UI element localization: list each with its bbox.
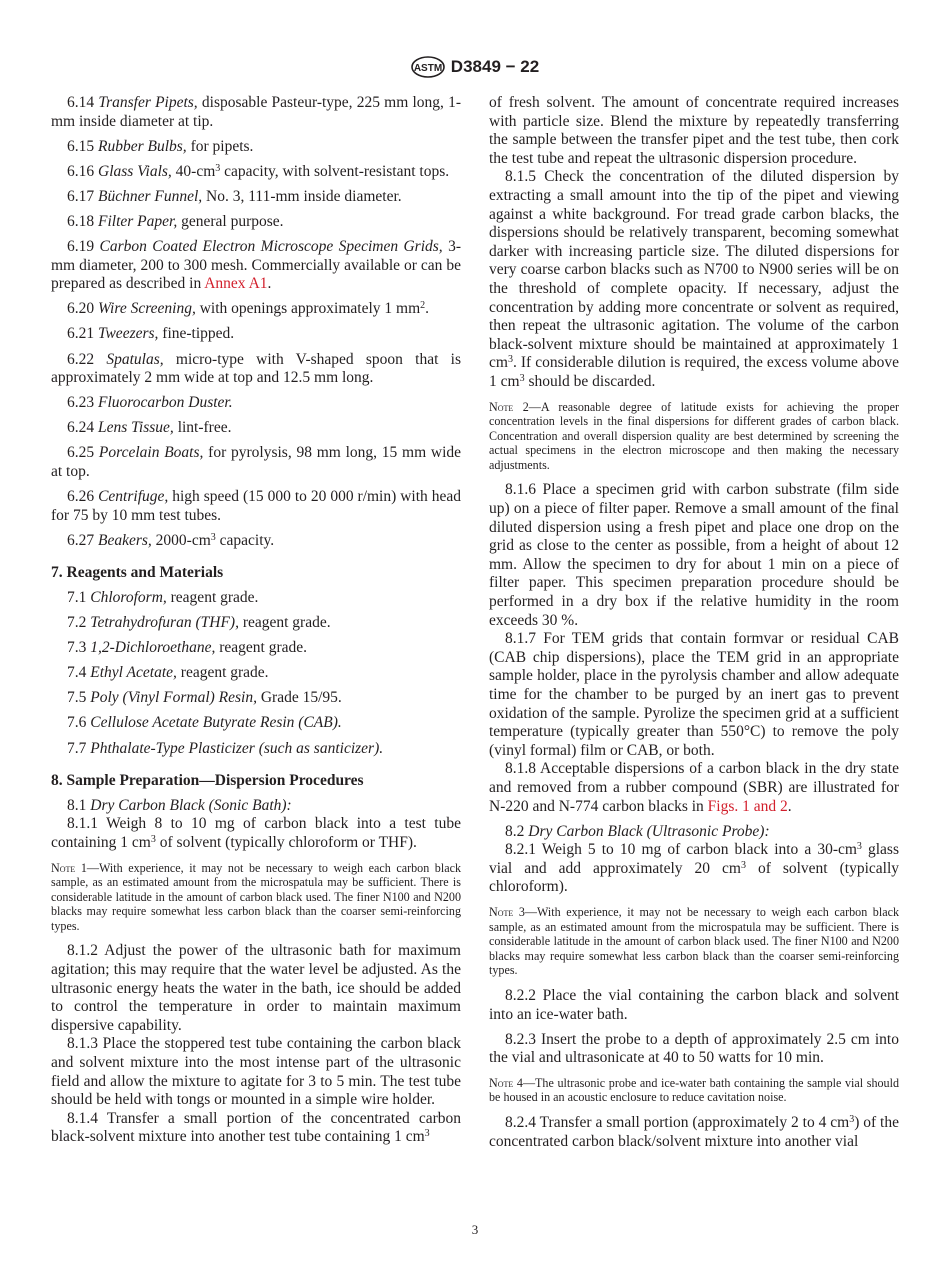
para-7-1: 7.1 Chloroform, reagent grade.	[67, 588, 259, 606]
para-7-3: 7.3 1,2-Dichloroethane, reagent grade.	[67, 639, 308, 657]
annex-a1-link[interactable]: Annex A1	[204, 275, 268, 293]
para-6-24: 6.24 Lens Tissue, lint-free.	[67, 419, 232, 437]
para-7-4: 7.4 Ethyl Acetate, reagent grade.	[67, 664, 269, 682]
para-6-22: 6.22 Spatulas, micro-type with V-shaped spoon that is approximately 2 mm wide at top and 12.5 mm long.	[51, 350, 461, 387]
para-6-17: 6.17 Büchner Funnel, No. 3, 111-mm inside diameter.	[67, 187, 402, 205]
para-8-2: 8.2 Dry Carbon Black (Ultrasonic Probe):	[505, 822, 770, 840]
para-8-1-3: 8.1.3 Place the stoppered test tube containing the carbon black and solvent mixture into the most intense part of the ultrasonic field and allow the mixture to agitate for 3 to 5 min. The test tube should be held with tongs or mounted in a simple wire holder.	[51, 1035, 461, 1109]
para-7-6: 7.6 Cellulose Acetate Butyrate Resin (CAB).	[67, 714, 342, 732]
note-1: Note 1—With experience, it may not be necessary to weigh each carbon black sample, as an estimated amount from the microspatula may be sufficient. There is considerable latitude in the amount of carbon black used. The finer N100 and N200 blacks may require somewhat less carbon black than the coarser semi-reinforcing types.	[51, 860, 461, 933]
note-3: Note 3—With experience, it may not be necessary to weigh each carbon black sample, as an estimated amount from the microspatula may be sufficient. There is considerable latitude in the amount of carbon black used. The finer N100 and N200 blacks may require somewhat less carbon black than the coarser semi-reinforcing types.	[489, 905, 899, 978]
para-8-2-1: 8.2.1 Weigh 5 to 10 mg of carbon black into a $30-cm^3$ glass vial and add approximately 20 $cm^3$ of solvent (typically chloroform).	[489, 841, 900, 896]
para-7-7: 7.7 Phthalate-Type Plasticizer (such as santicizer).	[67, 739, 384, 757]
page-header	[0, 56, 950, 78]
para-8-1-8: 8.1.8 Acceptable dispersions of a carbon black in the dry state and removed from a rubber compound (SBR) are illustrated for N-220 and N-774 carbon blacks in Figs. 1 and 2.	[489, 760, 899, 815]
para-6-19: 6.19 Carbon Coated Electron Microscope Specimen Grids, 3-mm diameter, 200 to 300 mesh. Commercially available or can be prepared as described in Annex A1.	[51, 238, 461, 293]
para-8-1-5: 8.1.5 Check the concentration of the diluted dispersion by extracting a small amount into the tip of the pipet and viewing against a white background. For tread grade carbon blacks, the dispersions should be relatively transparent, becoming somewhat darker with increasing particle size. The diluted dispersions for very coarse carbon blacks such as N700 to N900 series will be on the threshold of complete opacity. If necessary, adjust the concentration by adding more concentrate or solvent as required, then repeat the ultrasonic agitation. The volume of the carbon black-solvent mixture should be maintained at approximately 1 $cm^3$. If considerable dilution is required, the excess volume above 1 $cm^3$ should be discarded.	[489, 168, 899, 390]
left-column	[51, 94, 461, 1147]
para-8-1-2: 8.1.2 Adjust the power of the ultrasonic bath for maximum agitation; this may require that the water level be adjusted. As the ultrasonic energy heats the water in the bath, ice should be added to control the temperature in order to maintain maximum dispersive capability.	[51, 942, 461, 1034]
note-4: Note 4—The ultrasonic probe and ice-water bath containing the sample vial should be housed in an acoustic enclosure to reduce cavitation noise.	[489, 1075, 899, 1105]
para-8-1-7: 8.1.7 For TEM grids that contain formvar or residual CAB (CAB chip dispersions), place the TEM grid in an appropriate sample holder, place in the pyrolysis chamber and allow adequate time for the chamber to be purged by an inert gas to prevent oxidation of the sample. Pyrolize the specimen grid at a sufficient temperature (typically greater than 550°C) to remove the poly (vinyl formal) film or CAB, or both.	[489, 630, 899, 759]
para-6-25: 6.25 Porcelain Boats, for pyrolysis, 98 mm long, 15 mm wide at top.	[51, 444, 462, 480]
para-6-26: 6.26 Centrifuge, high speed (15 000 to 20 000 r/min) with head for 75 by 10 mm test tubes.	[51, 488, 462, 524]
section-7-heading: 7. Reagents and Materials	[51, 564, 224, 582]
para-6-20: 6.20 Wire Screening, with openings approximately 1 $mm^2$.	[67, 300, 430, 318]
para-6-23: 6.23 Fluorocarbon Duster.	[67, 394, 233, 412]
document-designation: D3849 − 22	[450, 57, 540, 76]
para-7-5: 7.5 Poly (Vinyl Formal) Resin, Grade 15/95.	[67, 689, 342, 707]
para-6-18: 6.18 Filter Paper, general purpose.	[67, 212, 284, 230]
page-number: 3	[471, 1222, 479, 1237]
para-8-2-4: 8.2.4 Transfer a small portion (approximately 2 to 4 $cm^3$) of the concentrated carbon black/solvent mixture into another vial	[489, 1114, 899, 1150]
para-6-14: 6.14 Transfer Pipets, disposable Pasteur-type, 225 mm long, 1-mm inside diameter at tip.	[51, 94, 462, 130]
para-8-2-3: 8.2.3 Insert the probe to a depth of approximately 2.5 cm into the vial and ultrasonicate at 40 to 50 watts for 10 min.	[489, 1030, 899, 1067]
para-7-2: 7.2 Tetrahydrofuran (THF), reagent grade.	[67, 614, 331, 632]
figs-1-and-2-link[interactable]: Figs. 1 and 2	[707, 797, 788, 815]
para-6-21: 6.21 Tweezers, fine-tipped.	[67, 325, 235, 343]
para-6-15: 6.15 Rubber Bulbs, for pipets.	[67, 137, 254, 155]
right-column	[489, 94, 899, 1151]
para-8-1-6: 8.1.6 Place a specimen grid with carbon substrate (film side up) on a piece of filter paper. Remove a small amount of the final diluted dispersion using a fresh pipet and place one drop on the grid as close to the center as possible, from a height of about 12 mm. Allow the specimen to dry for about 1 min on a piece of filter paper. This specimen preparation procedure should be performed in a dry box if the relative humidity in the room exceeds 30 %.	[489, 481, 899, 629]
astm-logo-icon	[411, 56, 445, 78]
para-8-1-4: 8.1.4 Transfer a small portion of the concentrated carbon black-solvent mixture into another test tube containing 1 $cm^3$	[51, 1109, 461, 1146]
para-8-2-2: 8.2.2 Place the vial containing the carbon black and solvent into an ice-water bath.	[489, 987, 899, 1023]
para-6-16: 6.16 Glass Vials, $40-cm^3$ capacity, with solvent-resistant tops.	[67, 162, 450, 180]
svg-text:ASTM: ASTM	[413, 63, 442, 74]
para-8-1-1: 8.1.1 Weigh 8 to 10 mg of carbon black into a test tube containing 1 $cm^3$ of solvent (typically chloroform or THF).	[51, 815, 461, 851]
para-8-1-4-continued: of fresh solvent. The amount of concentrate required increases with particle size. Blend the mixture by repeatedly transferring the sample between the transfer pipet and the test tube, then cork the test tube and repeat the ultrasonic dispersion procedure.	[489, 94, 899, 167]
para-6-27: 6.27 Beakers, $2000-cm^3$ capacity.	[67, 531, 275, 549]
section-8-heading: 8. Sample Preparation—Dispersion Procedures	[51, 772, 364, 790]
note-2: Note 2—A reasonable degree of latitude exists for achieving the proper concentration levels in the final dispersions for different grades of carbon black. Concentration and overall dispersion quality are best determined by screening the actual specimens in the electron microscope and then making the necessary adjustments.	[489, 399, 899, 472]
para-8-1: 8.1 Dry Carbon Black (Sonic Bath):	[67, 796, 292, 814]
